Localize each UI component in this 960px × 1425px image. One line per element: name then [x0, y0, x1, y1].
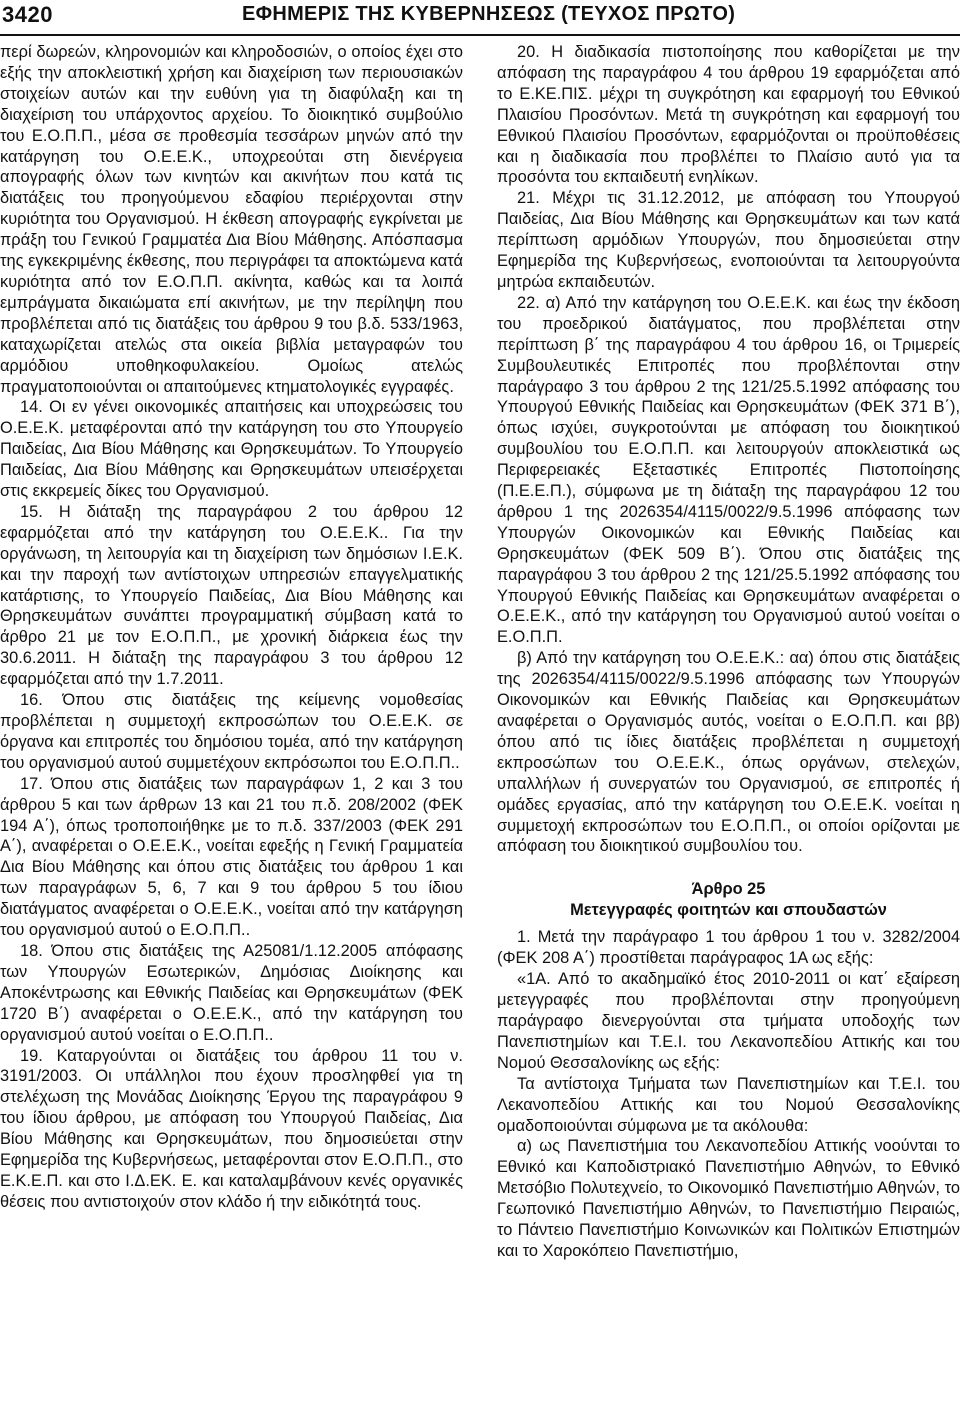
right-column: [497, 42, 960, 1262]
paragraph: β) Από την κατάργηση του Ο.Ε.Ε.Κ.: αα) όπου στις διατάξεις της 2026354/4115/0022/9.5.1996 απόφασης των Υπουργών Οικονομικών και Εθνικής Παιδείας και Θρησκευμάτων αναφέρεται ο Οργανισμός αυτός, νοείται ο Ε.Ο.Π.Π. και ββ) όπου από τις ίδιες διατάξεις προβλέπεται η συμμετοχή εκπροσώπων του Ο.Ε.Ε.Κ., όπως οργάνων, στελεχών, υπαλλήλων ή συνεργατών του Οργανισμού, σε επιτροπές ή ομάδες εργασίας, από την κατάργηση του Ο.Ε.Ε.Κ. νοείται η συμμετοχή εκπροσώπων του Ε.Ο.Π.Π., οι οποίοι ορίζονται με απόφαση του διοικητικού συμβουλίου του.: [497, 649, 960, 856]
article-heading: Άρθρο 25: [691, 880, 766, 899]
article-subheading: Μετεγγραφές φοιτητών και σπουδαστών: [570, 901, 887, 920]
paragraph: 17. Όπου στις διατάξεις των παραγράφων 1, 2 και 3 του άρθρου 5 και των άρθρων 13 και 21 του π.δ. 208/2002 (ΦΕΚ 194 Α΄), όπως τροποποιήθηκε με το π.δ. 337/2003 (ΦΕΚ 291 Α΄), αναφέρεται ο Ο.Ε.Ε.Κ., νοείται εφεξής η Γενική Γραμματεία Δια Βίου Μάθησης και όπου στις διατάξεις του άρθρου 1 και των παραγράφων 5, 6, 7 και 9 του άρθρου 5 του ίδιου διατάγματος αναφέρεται ο Ο.Ε.Ε.Κ., νοείται από την κατάργηση του οργανισμού αυτού ο Ε.Ο.Π.Π..: [0, 774, 463, 940]
paragraph: α) ως Πανεπιστήμια του Λεκανοπεδίου Αττικής νοούνται το Εθνικό και Καποδιστριακό Πανεπιστήμιο Αθηνών, το Εθνικό Μετσόβιο Πολυτεχνείο, το Οικονομικό Πανεπιστήμιο Αθηνών, το Γεωπονικό Πανεπιστήμιο Αθηνών, το Πανεπιστήμιο Πειραιώς, το Πάντειο Πανεπιστήμιο Κοινωνικών και Πολιτικών Επιστημών και το Χαροκόπειο Πανεπιστήμιο,: [497, 1137, 960, 1260]
paragraph: 18. Όπου στις διατάξεις της Α25081/1.12.2005 απόφασης των Υπουργών Εσωτερικών, Δημόσιας Διοίκησης και Αποκέντρωσης και Εθνικής Παιδείας και Θρησκευμάτων (ΦΕΚ 1720 Β΄) αναφέρεται ο Ο.Ε.Ε.Κ., από την κατάργηση του οργανισμού αυτού νοείται ο Ε.Ο.Π.Π..: [0, 941, 463, 1044]
paragraph: περί δωρεών, κληρονομιών και κληροδοσιών, ο οποίος έχει στο εξής την αποκλειστική χρήση και διαχείριση των περιουσιακών στοιχείων αυτών και την ευθύνη για τη διαφύλαξη και τη διαχείριση του υπάρχοντος αρχείου. Το διοικητικό συμβούλιο του Ε.Ο.Π.Π., μέσα σε προθεσμία τεσσάρων μηνών από την κατάργηση του Ο.Ε.Ε.Κ., υποχρεούται στη διενέργεια απογραφής όλων των κινητών και ακινήτων που κατά τις διατάξεις του προηγούμενου εδαφίου περιέρχονται στην κυριότητα του Οργανισμού. Η έκθεση απογραφής εγκρίνεται με πράξη του Γενικού Γραμματέα Δια Βίου Μάθησης. Απόσπασμα της εγκεκριμένης έκθεσης, που περιγράφει τα αποκτώμενα κατά κυριότητα από τον Ε.Ο.Π.Π. ακίνητα, καθώς και τα λοιπά εμπράγματα δικαιώματα επί ακινήτων, με την περίληψη που προβλέπεται από τις διατάξεις του άρθρου 9 του β.δ. 533/1963, καταχωρίζεται ατελώς στα οικεία βιβλία μεταγραφών του αρμόδιου υποθηκοφυλακείου. Ομοίως ατελώς πραγματοποιούνται οι απαιτούμενες κτηματολογικές εγγραφές.: [0, 43, 463, 396]
paragraph: 22. α) Από την κατάργηση του Ο.Ε.Ε.Κ. και έως την έκδοση του προεδρικού διατάγματος, που προβλέπεται στην περίπτωση β΄ της παραγράφου 4 του άρθρου 16, οι Τριμερείς Συμβουλευτικές Επιτροπές που προβλέπονται στην παράγραφο 3 του άρθρου 2 της 121/25.5.1992 απόφασης του Υπουργού Εθνικής Παιδείας και Θρησκευμάτων (ΦΕΚ 371 Β΄), όπως ισχύει, συγκροτούνται με απόφαση του διοικητικού συμβουλίου του Ε.Ο.Π.Π. και λειτουργούν αποκλειστικά ως Περιφερειακές Εξεταστικές Επιτροπές Πιστοποίησης (Π.Ε.Ε.Π.), σύμφωνα με τη διάταξη της παραγράφου 12 του άρθρου 1 της 2026354/4115/0022/9.5.1996 απόφασης των Υπουργών Οικονομικών και Εθνικής Παιδείας και Θρησκευμάτων (ΦΕΚ 509 Β΄). Όπου στις διατάξεις της παραγράφου 3 του άρθρου 2 της 121/25.5.1992 απόφασης του Υπουργού Εθνικής Παιδείας και Θρησκευμάτων αναφέρεται ο Ο.Ε.Ε.Κ., από την κατάργηση του Οργανισμού αυτού νοείται ο Ε.Ο.Π.Π.: [497, 293, 960, 647]
paragraph: 20. Η διαδικασία πιστοποίησης που καθορίζεται με την απόφαση της παραγράφου 4 του άρθρου 19 εφαρμόζεται από το Ε.ΚΕ.ΠΙΣ. μέχρι τη συγκρότηση και εφαρμογή του Εθνικού Πλαισίου Προσόντων. Μετά τη συγκρότηση και εφαρμογή του Εθνικού Πλαισίου Προσόντων, εφαρμόζονται οι προϋποθέσεις και η διαδικασία που προβλέπει το Πλαίσιο αυτό για τα προσόντα του εκπαιδευτή ενηλίκων.: [497, 43, 960, 187]
paragraph: Τα αντίστοιχα Τμήματα των Πανεπιστημίων και Τ.Ε.Ι. του Λεκανοπεδίου Αττικής και του Νομού Θεσσαλονίκης ομαδοποιούνται σύμφωνα με τα ακόλουθα:: [497, 1074, 960, 1135]
paragraph: «1Α. Από το ακαδημαϊκό έτος 2010-2011 οι κατ΄ εξαίρεση μετεγγραφές που προβλέπονται στην προηγούμενη παράγραφο διενεργούνται στα τμήματα υποδοχής των Πανεπιστημίων και Τ.Ε.Ι. του Λεκανοπεδίου Αττικής και του Νομού Θεσσαλονίκης ως εξής:: [497, 970, 960, 1072]
paragraph: 21. Μέχρι τις 31.12.2012, με απόφαση του Υπουργού Παιδείας, Δια Βίου Μάθησης και Θρησκευμάτων και των κατά περίπτωση αρμόδιων Υπουργών, που δημοσιεύεται στην Εφημερίδα της Κυβερνήσεως, ενοποιούνται τα λειτουργούντα μητρώα εκπαιδευτών.: [497, 189, 960, 291]
paragraph: 14. Οι εν γένει οικονομικές απαιτήσεις και υποχρεώσεις του Ο.Ε.Ε.Κ. μεταφέρονται από την κατάργηση του στο Υπουργείο Παιδείας, Δια Βίου Μάθησης και Θρησκευμάτων. Το Υπουργείο Παιδείας, Δια Βίου Μάθησης και Θρησκευμάτων υπεισέρχεται στις εκκρεμείς δίκες του Οργανισμού.: [0, 398, 463, 501]
page-number: 3420: [2, 2, 53, 27]
paragraph: 1. Μετά την παράγραφο 1 του άρθρου 1 του ν. 3282/2004 (ΦΕΚ 208 Α΄) προστίθεται παράγραφος 1Α ως εξής:: [497, 928, 960, 968]
paragraph: 15. Η διάταξη της παραγράφου 2 του άρθρου 12 εφαρμόζεται από την κατάργηση του Ο.Ε.Ε.Κ.. Για την οργάνωση, τη λειτουργία και τη διαχείριση των δημόσιων Ι.Ε.Κ. και την παροχή των αντίστοιχων υπηρεσιών επαγγελματικής κατάρτισης, το Υπουργείο Παιδείας, Δια Βίου Μάθησης και Θρησκευμάτων συνάπτει προγραμματική σύμβαση κατά το άρθρο 21 με τον Ε.Ο.Π.Π., με χρονική διάρκεια έως την 30.6.2011. Η διάταξη της παραγράφου 3 του άρθρου 12 εφαρμόζεται από την 1.7.2011.: [0, 502, 463, 689]
left-column: [0, 42, 463, 1213]
paragraph: 19. Καταργούνται οι διατάξεις του άρθρου 11 του ν. 3191/2003. Οι υπάλληλοι που έχουν προσληφθεί για τη στελέχωση της Μονάδας Διοίκησης Έργου της παραγράφου 9 του ίδιου άρθρου, με απόφαση του Υπουργού Παιδείας, Δια Βίου Μάθησης και Θρησκευμάτων, που δημοσιεύεται στην Εφημερίδα της Κυβερνήσεως, μεταφέρονται στον Ε.Ο.Π.Π., στο Ε.Κ.Ε.Π. και στο Ι.Δ.ΕΚ. Ε. και καταλαμβάνουν κενές οργανικές θέσεις που αντιστοιχούν στον κλάδο ή την ειδικότητά τους.: [0, 1046, 463, 1211]
gazette-title: ΕΦΗΜΕΡΙΣ ΤΗΣ ΚΥΒΕΡΝΗΣΕΩΣ (ΤΕΥΧΟΣ ΠΡΩΤΟ): [242, 3, 736, 25]
header-rule: [0, 34, 960, 36]
paragraph: 16. Όπου στις διατάξεις της κείμενης νομοθεσίας προβλέπεται η συμμετοχή εκπροσώπων του Ο.Ε.Ε.Κ. σε όργανα και επιτροπές του δημόσιου τομέα, από την κατάργηση του οργανισμού αυτού συμμετέχουν εκπρόσωποι του Ε.Ο.Π.Π..: [0, 691, 463, 772]
page-header: [0, 0, 960, 34]
